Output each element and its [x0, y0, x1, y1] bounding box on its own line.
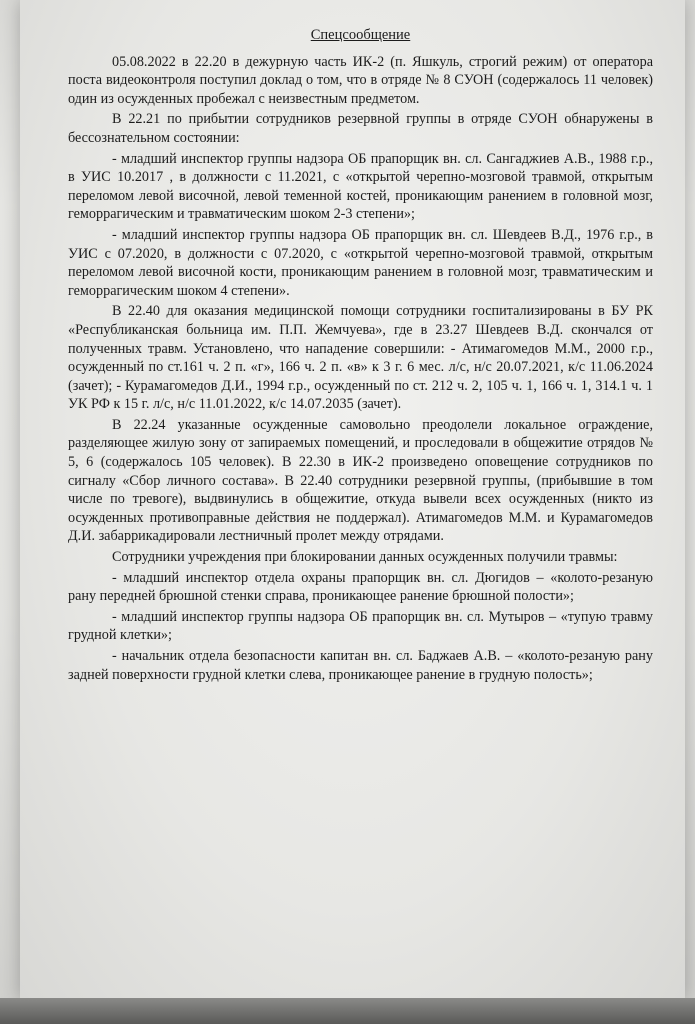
paragraph-arrival: В 22.21 по прибытии сотрудников резервной группы в отряде СУОН обнаружены в бессознательном состоянии: — [68, 111, 653, 146]
list-item-injured-3: - начальник отдела безопасности капитан вн. сл. Баджаев А.В. – «колото-резаную рану задней поверхности грудной клетки слева, проникающее ранение в грудную полость»; — [68, 648, 653, 683]
desk-edge — [0, 998, 695, 1024]
list-item-victim-1: - младший инспектор группы надзора ОБ прапорщик вн. сл. Сангаджиев А.В., 1988 г.р., в УИС 10.2017 , в должности с 11.2021, с «открытой черепно-мозговой травмой, открытым переломом левой височной, левой теменной костей, проникающим ранением в головной мозг, геморрагическим и травматическим шоком 2-3 степени»; — [68, 150, 653, 223]
list-item-injured-1: - младший инспектор отдела охраны прапорщик вн. сл. Дюгидов – «колото-резаную рану передней брюшной стенки справа, проникающее ранение брюшной полости»; — [68, 569, 653, 605]
paragraph-hospitalization: В 22.40 для оказания медицинской помощи сотрудники госпитализированы в БУ РК «Республиканская больница им. П.П. Жемчуева», где в 23.27 Шевдеев В.Д. скончался от полученных травм. Установлено, что нападение совершили: - Атимагомедов М.М., 2000 г.р., осужденный по ст.161 ч. 2 п. «г», 166 ч. 2 п. «в» к 3 г. 6 мес. л/с, н/с 20.07.2021, к/с 11.06.2024 (зачет); - Курамагомедов Д.И., 1994 г.р., осужденный по ст. 212 ч. 2, 105 ч. 1, 166 ч. 1, 314.1 ч. 1 УК РФ к 15 г. л/с, н/с 11.01.2022, к/с 14.07.2035 (зачет). — [68, 303, 653, 413]
document-title: Спецсообщение — [310, 27, 411, 43]
paragraph-incident-report: 05.08.2022 в 22.20 в дежурную часть ИК-2 (п. Яшкуль, строгий режим) от оператора поста видеоконтроля поступил доклад о том, что в отряде № 8 СУОН (содержалось 11 человек) один из осужденных пробежал с неизвестным предметом. — [68, 53, 653, 107]
document-body — [68, 26, 653, 686]
list-item-victim-2: - младший инспектор группы надзора ОБ прапорщик вн. сл. Шевдеев В.Д., 1976 г.р., в УИС с 07.2020, в должности с 07.2020, с «открытой черепно-мозговой травмой, открытым переломом левой височной кости, проникающим ранением в головной мозг, травматическим и геморрагическим шоком 4 степени». — [68, 226, 653, 299]
list-item-injured-2: - младший инспектор группы надзора ОБ прапорщик вн. сл. Мутыров – «тупую травму грудной клетки»; — [68, 608, 653, 644]
paragraph-barricade: В 22.24 указанные осужденные самовольно преодолели локальное ограждение, разделяющее жилую зону от запираемых помещений, и проследовали в общежитие отрядов № 5, 6 (содержалось 105 человек). В 22.30 в ИК-2 произведено оповещение сотрудников по сигналу «Сбор личного состава». В 22.40 сотрудники резервной группы, (прибывшие в том числе по тревоге), выдвинулись в общежитие, откуда вывели всех осужденных (никто из осужденных противоправные действия не поддержал). Атимагомедов М.М. и Курамагомедов Д.И. забаррикадировали лестничный пролет между отрядами. — [68, 416, 653, 545]
paragraph-injuries-intro: Сотрудники учреждения при блокировании данных осужденных получили травмы: — [112, 549, 618, 566]
